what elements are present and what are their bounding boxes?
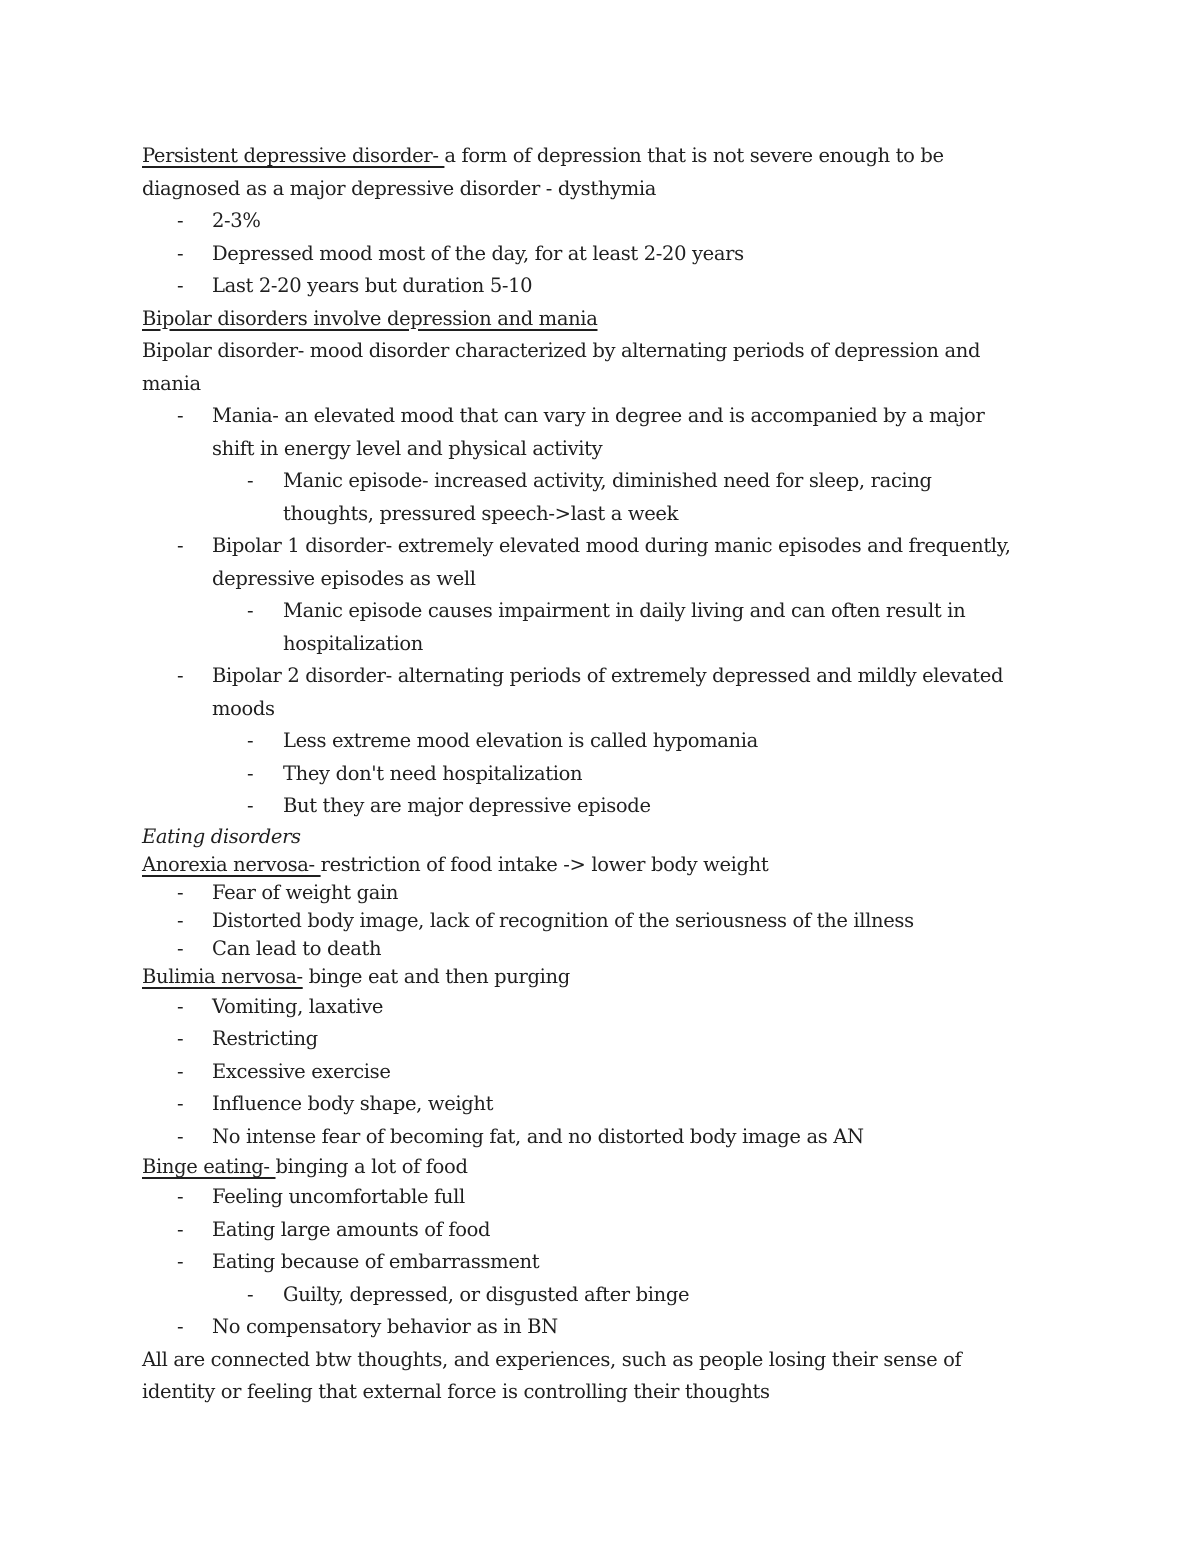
bulimia-list — [142, 991, 1062, 1154]
list-item: - But they are major depressive episode — [142, 790, 1062, 823]
list-item: - Distorted body image, lack of recognition of the seriousness of the illness — [142, 907, 1062, 935]
anorexia-list — [142, 879, 1062, 963]
bipolar-list — [142, 400, 1062, 465]
binge-eating-last-list — [142, 1311, 1062, 1344]
list-item: - Restricting — [142, 1023, 1062, 1056]
bipolar1-list — [142, 530, 1062, 595]
anorexia-definition — [142, 851, 1062, 879]
closing-paragraph — [142, 1344, 1062, 1409]
bipolar2-line1: Bipolar 2 disorder- alternating periods of extremely depressed and mildly elevated — [212, 664, 1004, 687]
list-item: - Eating large amounts of food — [142, 1214, 1062, 1247]
list-item: - They don't need hospitalization — [142, 758, 1062, 791]
mania-sublist — [142, 465, 1062, 530]
list-item: - Fear of weight gain — [142, 879, 1062, 907]
list-item: - Feeling uncomfortable full — [142, 1181, 1062, 1214]
pdd-term: Persistent depressive disorder- — [142, 144, 445, 167]
list-item-bipolar2 — [142, 660, 1062, 725]
list-item: - Excessive exercise — [142, 1056, 1062, 1089]
list-item: - Vomiting, laxative — [142, 991, 1062, 1024]
list-item-manic-episode — [142, 465, 1062, 530]
bipolar1-sub-line2: hospitalization — [283, 631, 423, 655]
pdd-definition — [142, 140, 1062, 205]
list-item: - Can lead to death — [142, 935, 1062, 963]
list-item: - No compensatory behavior as in BN — [142, 1311, 1062, 1344]
manic-episode-line2: thoughts, pressured speech->last a week — [283, 501, 679, 525]
mania-line1: Mania- an elevated mood that can vary in degree and is accompanied by a major — [212, 404, 985, 427]
pdd-list — [142, 205, 1062, 303]
bulimia-term: Bulimia nervosa- — [142, 964, 303, 988]
bipolar2-sublist — [142, 725, 1062, 823]
bipolar-heading: Bipolar disorders involve depression and mania — [142, 306, 598, 330]
bipolar1-line2: depressive episodes as well — [212, 566, 476, 590]
anorexia-def: restriction of food intake -> lower body weight — [320, 852, 769, 876]
list-item: - Less extreme mood elevation is called hypomania — [142, 725, 1062, 758]
eating-heading: Eating disorders — [142, 824, 301, 848]
manic-episode-line1: Manic episode- increased activity, diminished need for sleep, racing — [283, 469, 932, 492]
notes-content — [142, 140, 1062, 1409]
anorexia-term: Anorexia nervosa- — [142, 852, 321, 876]
pdd-def-line1: a form of depression that is not severe enough to be — [444, 144, 944, 167]
bipolar1-sub-line1: Manic episode causes impairment in daily living and can often result in — [283, 599, 966, 622]
list-item: - Guilty, depressed, or disgusted after binge — [142, 1279, 1062, 1312]
bulimia-definition — [142, 963, 1062, 991]
closing-line1: All are connected btw thoughts, and experiences, such as people losing their sense of — [142, 1347, 962, 1371]
bipolar1-line1: Bipolar 1 disorder- extremely elevated mood during manic episodes and frequently, — [212, 534, 1011, 557]
list-item: - Eating because of embarrassment — [142, 1246, 1062, 1279]
bipolar-def-line2: mania — [142, 371, 201, 395]
list-item-bipolar1 — [142, 530, 1062, 595]
mania-line2: shift in energy level and physical activity — [212, 436, 603, 460]
list-item-bipolar1-sub — [142, 595, 1062, 660]
binge-eating-def: binging a lot of food — [275, 1155, 468, 1178]
bulimia-def: binge eat and then purging — [302, 964, 570, 988]
list-item: - Depressed mood most of the day, for at least 2-20 years — [142, 238, 1062, 271]
bipolar2-list — [142, 660, 1062, 725]
bipolar-def-line1: Bipolar disorder- mood disorder characterized by alternating periods of depression and — [142, 339, 981, 362]
list-item-mania — [142, 400, 1062, 465]
binge-eating-list — [142, 1181, 1062, 1279]
list-item: - No intense fear of becoming fat, and no distorted body image as AN — [142, 1121, 1062, 1154]
list-item: - Last 2-20 years but duration 5-10 — [142, 270, 1062, 303]
pdd-def-line2: diagnosed as a major depressive disorder - dysthymia — [142, 176, 656, 200]
bipolar-definition — [142, 335, 1062, 400]
bipolar1-sublist — [142, 595, 1062, 660]
binge-eating-sublist — [142, 1279, 1062, 1312]
bipolar2-line2: moods — [212, 696, 275, 720]
list-item: - Influence body shape, weight — [142, 1088, 1062, 1121]
closing-line2: identity or feeling that external force is controlling their thoughts — [142, 1380, 770, 1403]
binge-eating-term: Binge eating- — [142, 1155, 276, 1178]
list-item: - 2-3% — [142, 205, 1062, 238]
binge-eating-definition — [142, 1153, 1062, 1181]
